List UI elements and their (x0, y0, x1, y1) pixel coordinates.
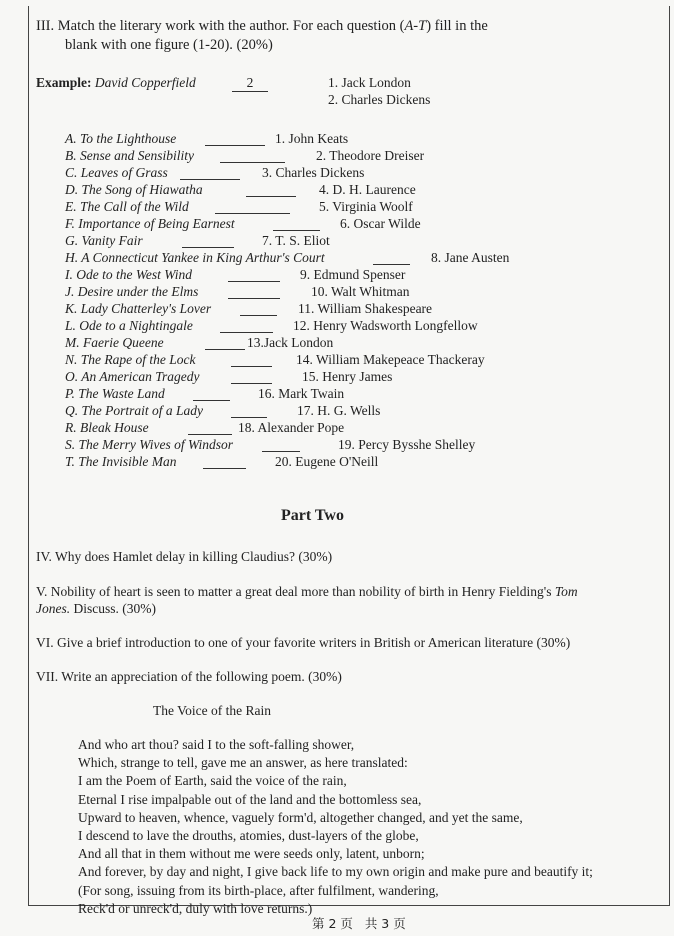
author-option: 13.Jack London (247, 335, 334, 350)
work-title: T. The Invisible Man (65, 454, 177, 469)
answer-blank[interactable] (220, 149, 285, 163)
work-title: J. Desire under the Elms (65, 284, 199, 299)
author-option: 4. D. H. Laurence (319, 182, 416, 197)
author-option: 11. William Shakespeare (298, 301, 433, 316)
answer-blank[interactable] (240, 302, 277, 316)
q5-text: V. Nobility of heart is seen to matter a great deal more than nobility of birth in Henry Fielding's (36, 584, 552, 599)
answer-blank[interactable] (262, 438, 300, 452)
author-option: 2. Theodore Dreiser (316, 148, 425, 163)
section3-title (36, 18, 488, 35)
work-title: A. To the Lighthouse (65, 131, 177, 146)
author-option: 7. T. S. Eliot (262, 233, 330, 248)
answer-blank[interactable] (231, 353, 272, 367)
poem-line: Reck'd or unreck'd, duly with love returns.) (78, 900, 313, 916)
author-option: 19. Percy Bysshe Shelley (338, 437, 476, 452)
work-title: C. Leaves of Grass (65, 165, 168, 180)
work-title: P. The Waste Land (65, 386, 165, 401)
answer-blank[interactable] (373, 251, 410, 265)
answer-blank[interactable] (205, 336, 245, 350)
poem (78, 736, 593, 918)
work-title: S. The Merry Wives of Windsor (65, 437, 233, 452)
title-range: A-T (404, 18, 427, 34)
work-title: F. Importance of Being Earnest (65, 216, 235, 231)
example (36, 75, 196, 91)
poem-line: And forever, by day and night, I give back life to my own origin and make pure and beautify it; (78, 864, 593, 880)
work-title: G. Vanity Fair (65, 233, 143, 248)
answer-blank[interactable] (203, 455, 246, 469)
page-footer: 第 2 页 共 3 页 (312, 916, 406, 931)
example-answer: 2 (232, 75, 268, 92)
work-title: E. The Call of the Wild (65, 199, 189, 214)
answer-blank[interactable] (182, 234, 234, 248)
work-title: N. The Rape of the Lock (65, 352, 196, 367)
q5-jones: Jones. (36, 601, 71, 616)
author-option: 17. H. G. Wells (297, 403, 381, 418)
poem-line: Upward to heaven, whence, vaguely form'd, altogether changed, and yet the same, (78, 809, 523, 825)
author-option: 6. Oscar Wilde (340, 216, 421, 231)
q5-rest: Discuss. (30%) (70, 601, 156, 616)
answer-blank[interactable] (246, 183, 296, 197)
work-title: L. Ode to a Nightingale (65, 318, 193, 333)
work-title: M. Faerie Queene (65, 335, 164, 350)
work-title: I. Ode to the West Wind (65, 267, 192, 282)
work-title: K. Lady Chatterley's Lover (65, 301, 212, 316)
poem-line: I am the Poem of Earth, said the voice of the rain, (78, 773, 347, 789)
work-title: Q. The Portrait of a Lady (65, 403, 204, 418)
poem-line: I descend to lave the drouths, atomies, dust-layers of the globe, (78, 828, 419, 844)
answer-blank[interactable] (228, 268, 280, 282)
title-text-b: ) fill in the (426, 18, 488, 34)
author-option: 8. Jane Austen (431, 250, 510, 265)
answer-blank[interactable] (273, 217, 320, 231)
answer-blank[interactable] (215, 200, 290, 214)
question-7: VII. Write an appreciation of the following poem. (30%) (36, 669, 342, 684)
author-option: 15. Henry James (302, 369, 393, 384)
answer-blank[interactable] (180, 166, 240, 180)
part-two-heading: Part Two (281, 507, 344, 524)
author-option: 20. Eugene O'Neill (275, 454, 379, 469)
work-title: R. Bleak House (65, 420, 149, 435)
poem-line: (For song, issuing from its birth-place, after fulfilment, wandering, (78, 882, 439, 898)
title-text: III. Match the literary work with the author. For each question ( (36, 18, 405, 34)
work-title: B. Sense and Sensibility (65, 148, 194, 163)
work-title: H. A Connecticut Yankee in King Arthur's Court (65, 250, 325, 265)
work-title: O. An American Tragedy (65, 369, 200, 384)
answer-blank[interactable] (231, 370, 272, 384)
answer-blank[interactable] (228, 285, 280, 299)
question-4: IV. Why does Hamlet delay in killing Claudius? (30%) (36, 549, 333, 564)
author-option: 14. William Makepeace Thackeray (296, 352, 485, 367)
author-option: 10. Walt Whitman (311, 284, 410, 299)
answer-blank[interactable] (220, 319, 273, 333)
example-option-1: 1. Jack London (328, 75, 411, 90)
author-option: 9. Edmund Spenser (300, 267, 406, 282)
work-title: D. The Song of Hiawatha (65, 182, 203, 197)
question-5 (36, 584, 578, 600)
example-work: David Copperfield (94, 75, 196, 90)
poem-line: And all that in them without me were seeds only, latent, unborn; (78, 846, 425, 862)
answer-blank[interactable] (188, 421, 232, 435)
example-label: Example: (36, 75, 92, 90)
author-option: 12. Henry Wadsworth Longfellow (293, 318, 478, 333)
answer-blank[interactable] (205, 132, 265, 146)
section3-title-line2: blank with one figure (1-20). (20%) (65, 37, 273, 53)
answer-blank[interactable] (231, 404, 267, 418)
author-option: 3. Charles Dickens (262, 165, 365, 180)
question-6: VI. Give a brief introduction to one of your favorite writers in British or American literature (30%) (36, 635, 571, 650)
author-option: 18. Alexander Pope (238, 420, 345, 435)
author-option: 5. Virginia Woolf (319, 199, 413, 214)
poem-line: Which, strange to tell, gave me an answer, as here translated: (78, 755, 408, 771)
q5-tom: Tom (554, 584, 578, 599)
example-option-2: 2. Charles Dickens (328, 92, 431, 107)
poem-line: And who art thou? said I to the soft-falling shower, (78, 737, 355, 752)
poem-line: Eternal I rise impalpable out of the land and the bottomless sea, (78, 791, 422, 807)
poem-title: The Voice of the Rain (153, 703, 271, 718)
author-option: 16. Mark Twain (258, 386, 345, 401)
answer-blank[interactable] (193, 387, 230, 401)
question-5-line2 (36, 601, 156, 617)
author-option: 1. John Keats (275, 131, 349, 146)
